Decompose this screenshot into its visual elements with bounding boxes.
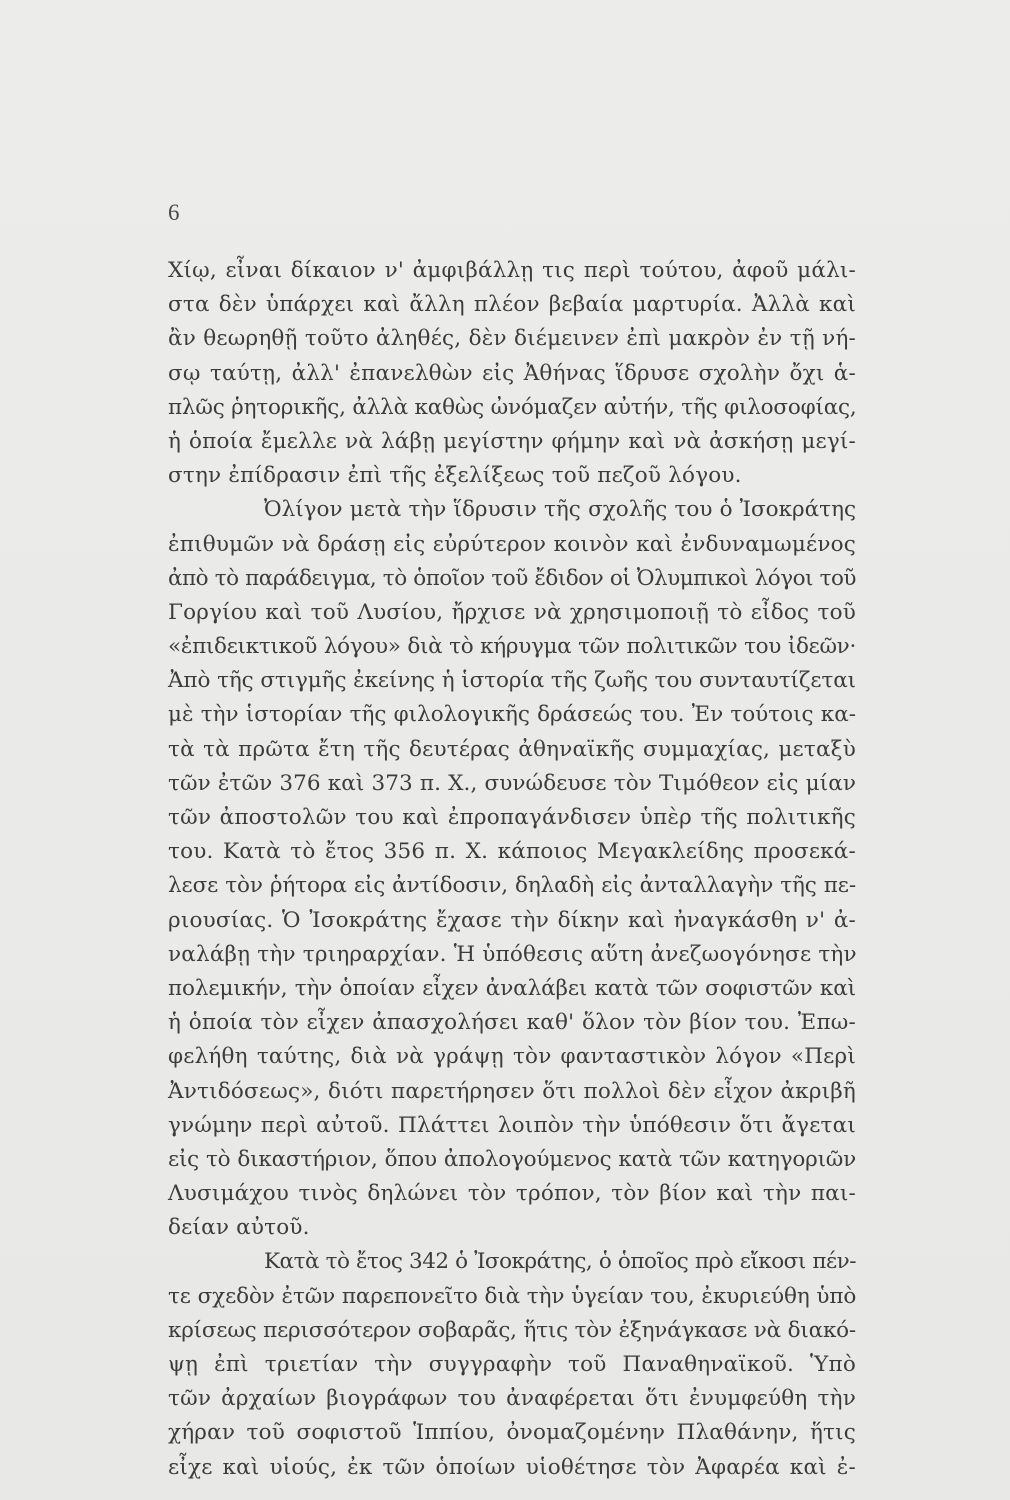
text-line: λεσε τὸν ῥήτορα εἰς ἀντίδοσιν, δηλαδὴ εἰς ἀνταλλαγὴν τῆς πε- [168,873,856,899]
text-line: ἀπὸ τὸ παράδειγμα, τὸ ὁποῖον τοῦ ἔδιδον οἱ Ὀλυμπικοὶ λόγοι τοῦ [168,565,856,591]
text-line: «ἐπιδεικτικοῦ λόγου» διὰ τὸ κήρυγμα τῶν πολιτικῶν του ἰδεῶν· [168,634,856,660]
text-line: Γοργίου καὶ τοῦ Λυσίου, ἤρχισε νὰ χρησιμοποιῇ τὸ εἶδος τοῦ [168,599,856,625]
text-line: ἐπιθυμῶν νὰ δράσῃ εἰς εὐρύτερον κοινὸν καὶ ἐνδυναμωμένος [168,531,856,557]
text-line: γνώμην περὶ αὐτοῦ. Πλάττει λοιπὸν τὴν ὑπόθεσιν ὅτι ἄγεται [168,1112,856,1138]
text-line: χήραν τοῦ σοφιστοῦ Ἱππίου, ὀνομαζομένην Πλαθάνην, ἥτις [168,1420,856,1446]
text-line: Λυσιμάχου τινὸς δηλώνει τὸν τρόπον, τὸν βίον καὶ τὴν παι- [168,1181,856,1207]
text-line: του. Κατὰ τὸ ἔτος 356 π. Χ. κάποιος Μεγακλείδης προσεκά- [168,839,856,865]
text-line: φελήθη ταύτης, διὰ νὰ γράψῃ τὸν φανταστικὸν λόγον «Περὶ [168,1044,856,1070]
text-line: Χίῳ, εἶναι δίκαιον ν' ἀμφιβάλλῃ τις περὶ τούτου, ἀφοῦ μάλι- [168,258,856,283]
text-line: σῳ ταύτῃ, ἀλλ' ἐπανελθὼν εἰς Ἀθήνας ἵδρυσε σχολὴν ὄχι ἁ- [168,360,856,386]
text-line: ριουσίας. Ὁ Ἰσοκράτης ἔχασε τὴν δίκην καὶ ἠναγκάσθη ν' ἀ- [168,907,856,933]
text-line: τῶν ἀποστολῶν του καὶ ἐπροπαγάνδισεν ὑπὲρ τῆς πολιτικῆς [168,805,856,830]
text-line: πλῶς ῥητορικῆς, ἀλλὰ καθὼς ὠνόμαζεν αὐτήν, τῆς φιλοσοφίας, [168,394,857,420]
text-line: δείαν αὐτοῦ. [168,1215,310,1241]
text-line: στα δὲν ὑπάρχει καὶ ἄλλη πλέον βεβαία μαρτυρία. Ἀλλὰ καὶ [168,292,856,318]
text-line: ἂν θεωρηθῇ τοῦτο ἀληθές, δὲν διέμεινεν ἐπὶ μακρὸν ἐν τῇ νή- [168,326,856,352]
text-line: ἡ ὁποία ἔμελλε νὰ λάβῃ μεγίστην φήμην καὶ νὰ ἀσκήσῃ μεγί- [168,428,856,454]
text-line: κρίσεως περισσότερον σοβαρᾶς, ἥτις τὸν ἐξηνάγκασε νὰ διακό- [168,1317,856,1343]
text-line: ναλάβῃ τὴν τριηραρχίαν. Ἡ ὑπόθεσις αὕτη ἀνεζωογόνησε τὴν [168,941,857,967]
text-line: Ἀντιδόσεως», διότι παρετήρησεν ὅτι πολλοὶ δὲν εἶχον ἀκριβῆ [168,1078,856,1104]
text-line: πολεμικήν, τὴν ὁποίαν εἶχεν ἀναλάβει κατὰ τῶν σοφιστῶν καὶ [168,975,856,1001]
text-line: τὰ τὰ πρῶτα ἔτη τῆς δευτέρας ἀθηναϊκῆς συμμαχίας, μεταξὺ [168,736,856,762]
page-number: 6 [168,200,180,225]
text-line: τῶν ἐτῶν 376 καὶ 373 π. Χ., συνώδευσε τὸν Τιμόθεον εἰς μίαν [168,770,856,796]
text-line: ἡ ὁποία τὸν εἶχεν ἀπασχολήσει καθ' ὅλον τὸν βίον του. Ἐπω- [168,1010,856,1036]
text-line: ψῃ ἐπὶ τριετίαν τὴν συγγραφὴν τοῦ Παναθηναϊκοῦ. Ὑπὸ [168,1352,856,1377]
text-line: τῶν ἀρχαίων βιογράφων του ἀναφέρεται ὅτι ἐνυμφεύθη τὴν [168,1386,856,1412]
text-line: Ἀπὸ τῆς στιγμῆς ἐκείνης ἡ ἱστορία τῆς ζωῆς του συνταυτίζεται [168,668,856,694]
text-line: στην ἐπίδρασιν ἐπὶ τῆς ἐξελίξεως τοῦ πεζοῦ λόγου. [168,463,742,489]
body-text [168,254,856,1485]
text-line: εἰς τὸ δικαστήριον, ὅπου ἀπολογούμενος κατὰ τῶν κατηγοριῶν [168,1146,856,1172]
text-line: τε σχεδὸν ἐτῶν παρεπονεῖτο διὰ τὴν ὑγείαν του, ἐκυριεύθη ὑπὸ [168,1283,857,1309]
text-line: Κατὰ τὸ ἔτος 342 ὁ Ἰσοκράτης, ὁ ὁποῖος πρὸ εἴκοσι πέν- [264,1249,856,1275]
text-line: εἶχε καὶ υἱούς, ἐκ τῶν ὁποίων υἱοθέτησε τὸν Ἀφαρέα καὶ ἐ- [168,1454,856,1480]
text-line: μὲ τὴν ἱστορίαν τῆς φιλολογικῆς δράσεώς του. Ἐν τούτοις κα- [168,702,856,728]
text-line: Ὀλίγον μετὰ τὴν ἵδρυσιν τῆς σχολῆς του ὁ Ἰσοκράτης [264,497,856,523]
